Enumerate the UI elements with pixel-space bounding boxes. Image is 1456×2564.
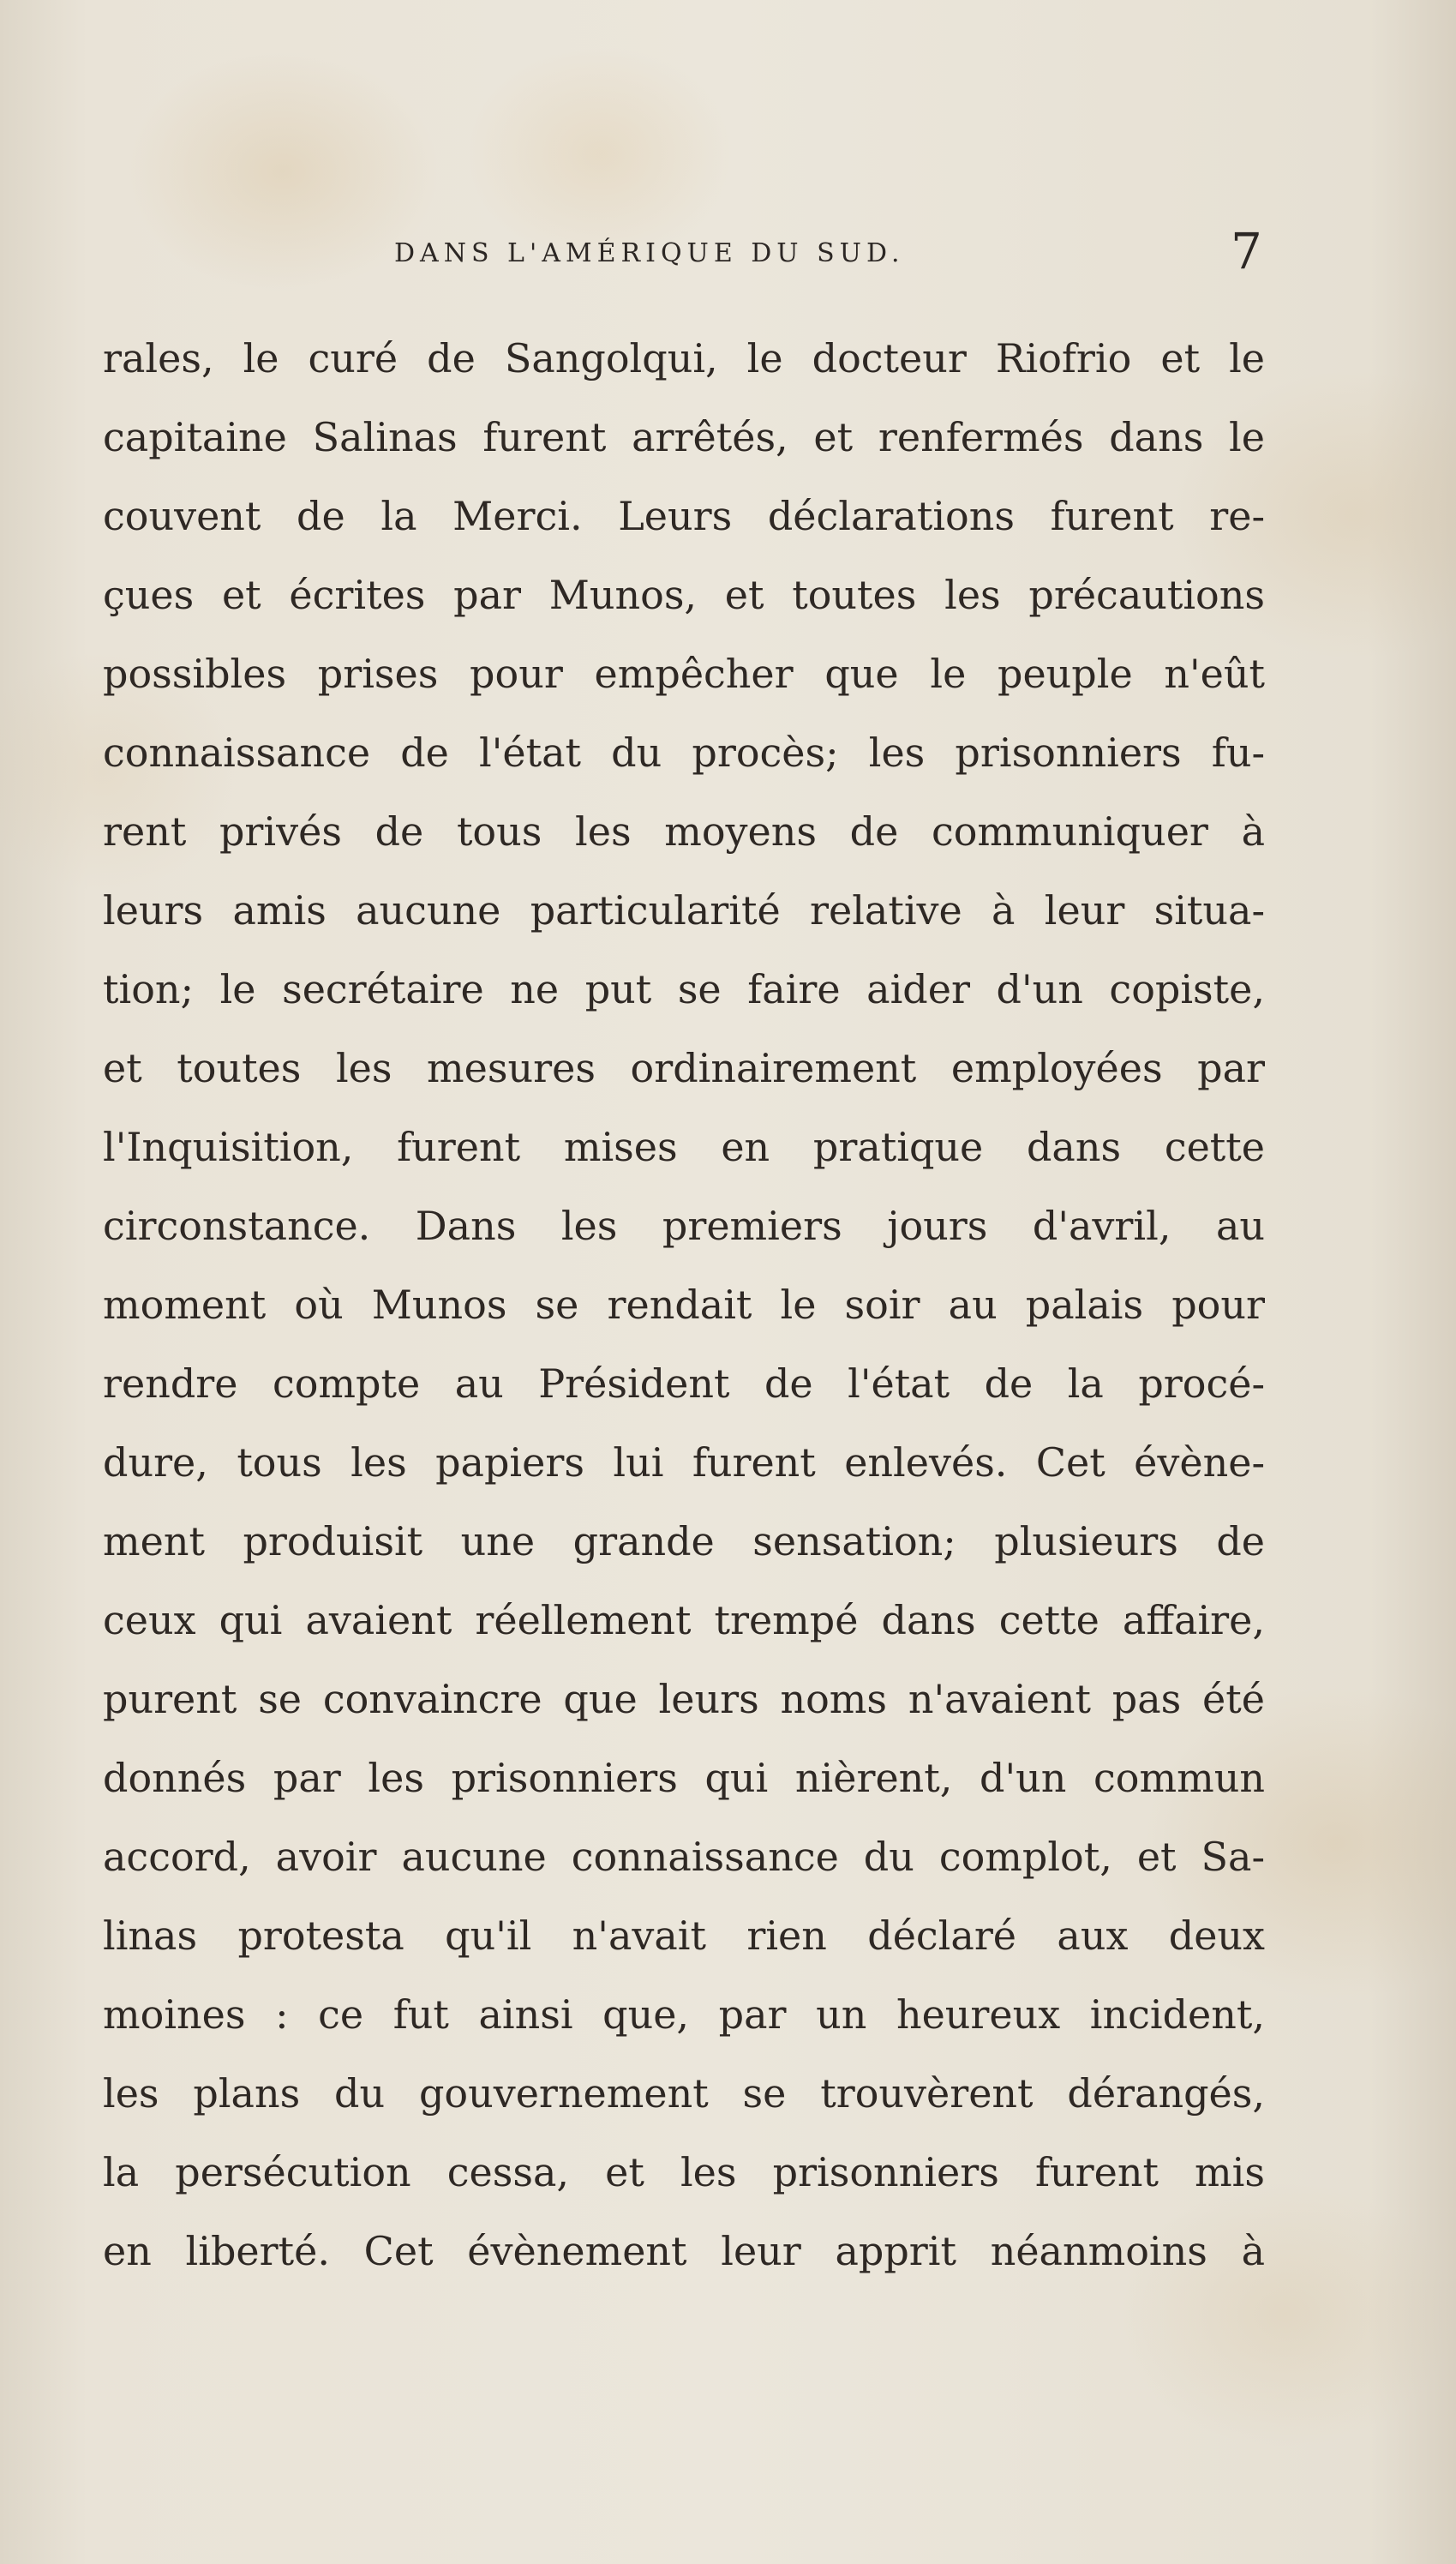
text-line: linas protesta qu'il n'avait rien déclaré aux deux: [103, 1912, 1265, 1959]
text-line: ment produisit une grande sensation; plusieurs de: [103, 1518, 1265, 1564]
text-line: circonstance. Dans les premiers jours d'avril, au: [103, 1203, 1265, 1249]
text-line: l'Inquisition, furent mises en pratique dans cette: [103, 1124, 1265, 1170]
text-line: moment où Munos se rendait le soir au palais pour: [103, 1282, 1265, 1328]
text-line: purent se convaincre que leurs noms n'avaient pas été: [103, 1676, 1265, 1722]
text-line: çues et écrites par Munos, et toutes les précautions: [103, 572, 1265, 618]
text-line: en liberté. Cet évènement leur apprit néanmoins à: [103, 2228, 1265, 2274]
text-line: leurs amis aucune particularité relative à leur situa-: [103, 887, 1265, 934]
text-line: rendre compte au Président de l'état de la procé-: [103, 1360, 1265, 1407]
text-line: et toutes les mesures ordinairement employées par: [103, 1045, 1265, 1091]
text-line: connaissance de l'état du procès; les prisonniers fu-: [103, 730, 1265, 776]
text-line: la persécution cessa, et les prisonniers furent mis: [103, 2149, 1265, 2195]
running-head: DANS L'AMÉRIQUE DU SUD.: [394, 238, 905, 268]
text-line: capitaine Salinas furent arrêtés, et renfermés dans le: [103, 414, 1265, 460]
text-line: rales, le curé de Sangolqui, le docteur Riofrio et le: [103, 335, 1265, 381]
text-line: accord, avoir aucune connaissance du complot, et Sa-: [103, 1834, 1265, 1880]
text-line: donnés par les prisonniers qui nièrent, d'un commun: [103, 1755, 1265, 1801]
page-number: 7: [1231, 222, 1262, 280]
text-line: rent privés de tous les moyens de communiquer à: [103, 808, 1265, 855]
text-line: les plans du gouvernement se trouvèrent dérangés,: [103, 2070, 1265, 2117]
text-line: possibles prises pour empêcher que le peuple n'eût: [103, 651, 1265, 697]
text-line: tion; le secrétaire ne put se faire aider d'un copiste,: [103, 966, 1265, 1012]
text-line: dure, tous les papiers lui furent enlevés. Cet évène-: [103, 1439, 1265, 1486]
text-line: couvent de la Merci. Leurs déclarations furent re-: [103, 493, 1265, 539]
page-header: [0, 222, 1456, 293]
text-line: moines : ce fut ainsi que, par un heureux incident,: [103, 1991, 1265, 2038]
body-text: [103, 319, 1265, 2291]
text-line: ceux qui avaient réellement trempé dans cette affaire,: [103, 1597, 1265, 1643]
